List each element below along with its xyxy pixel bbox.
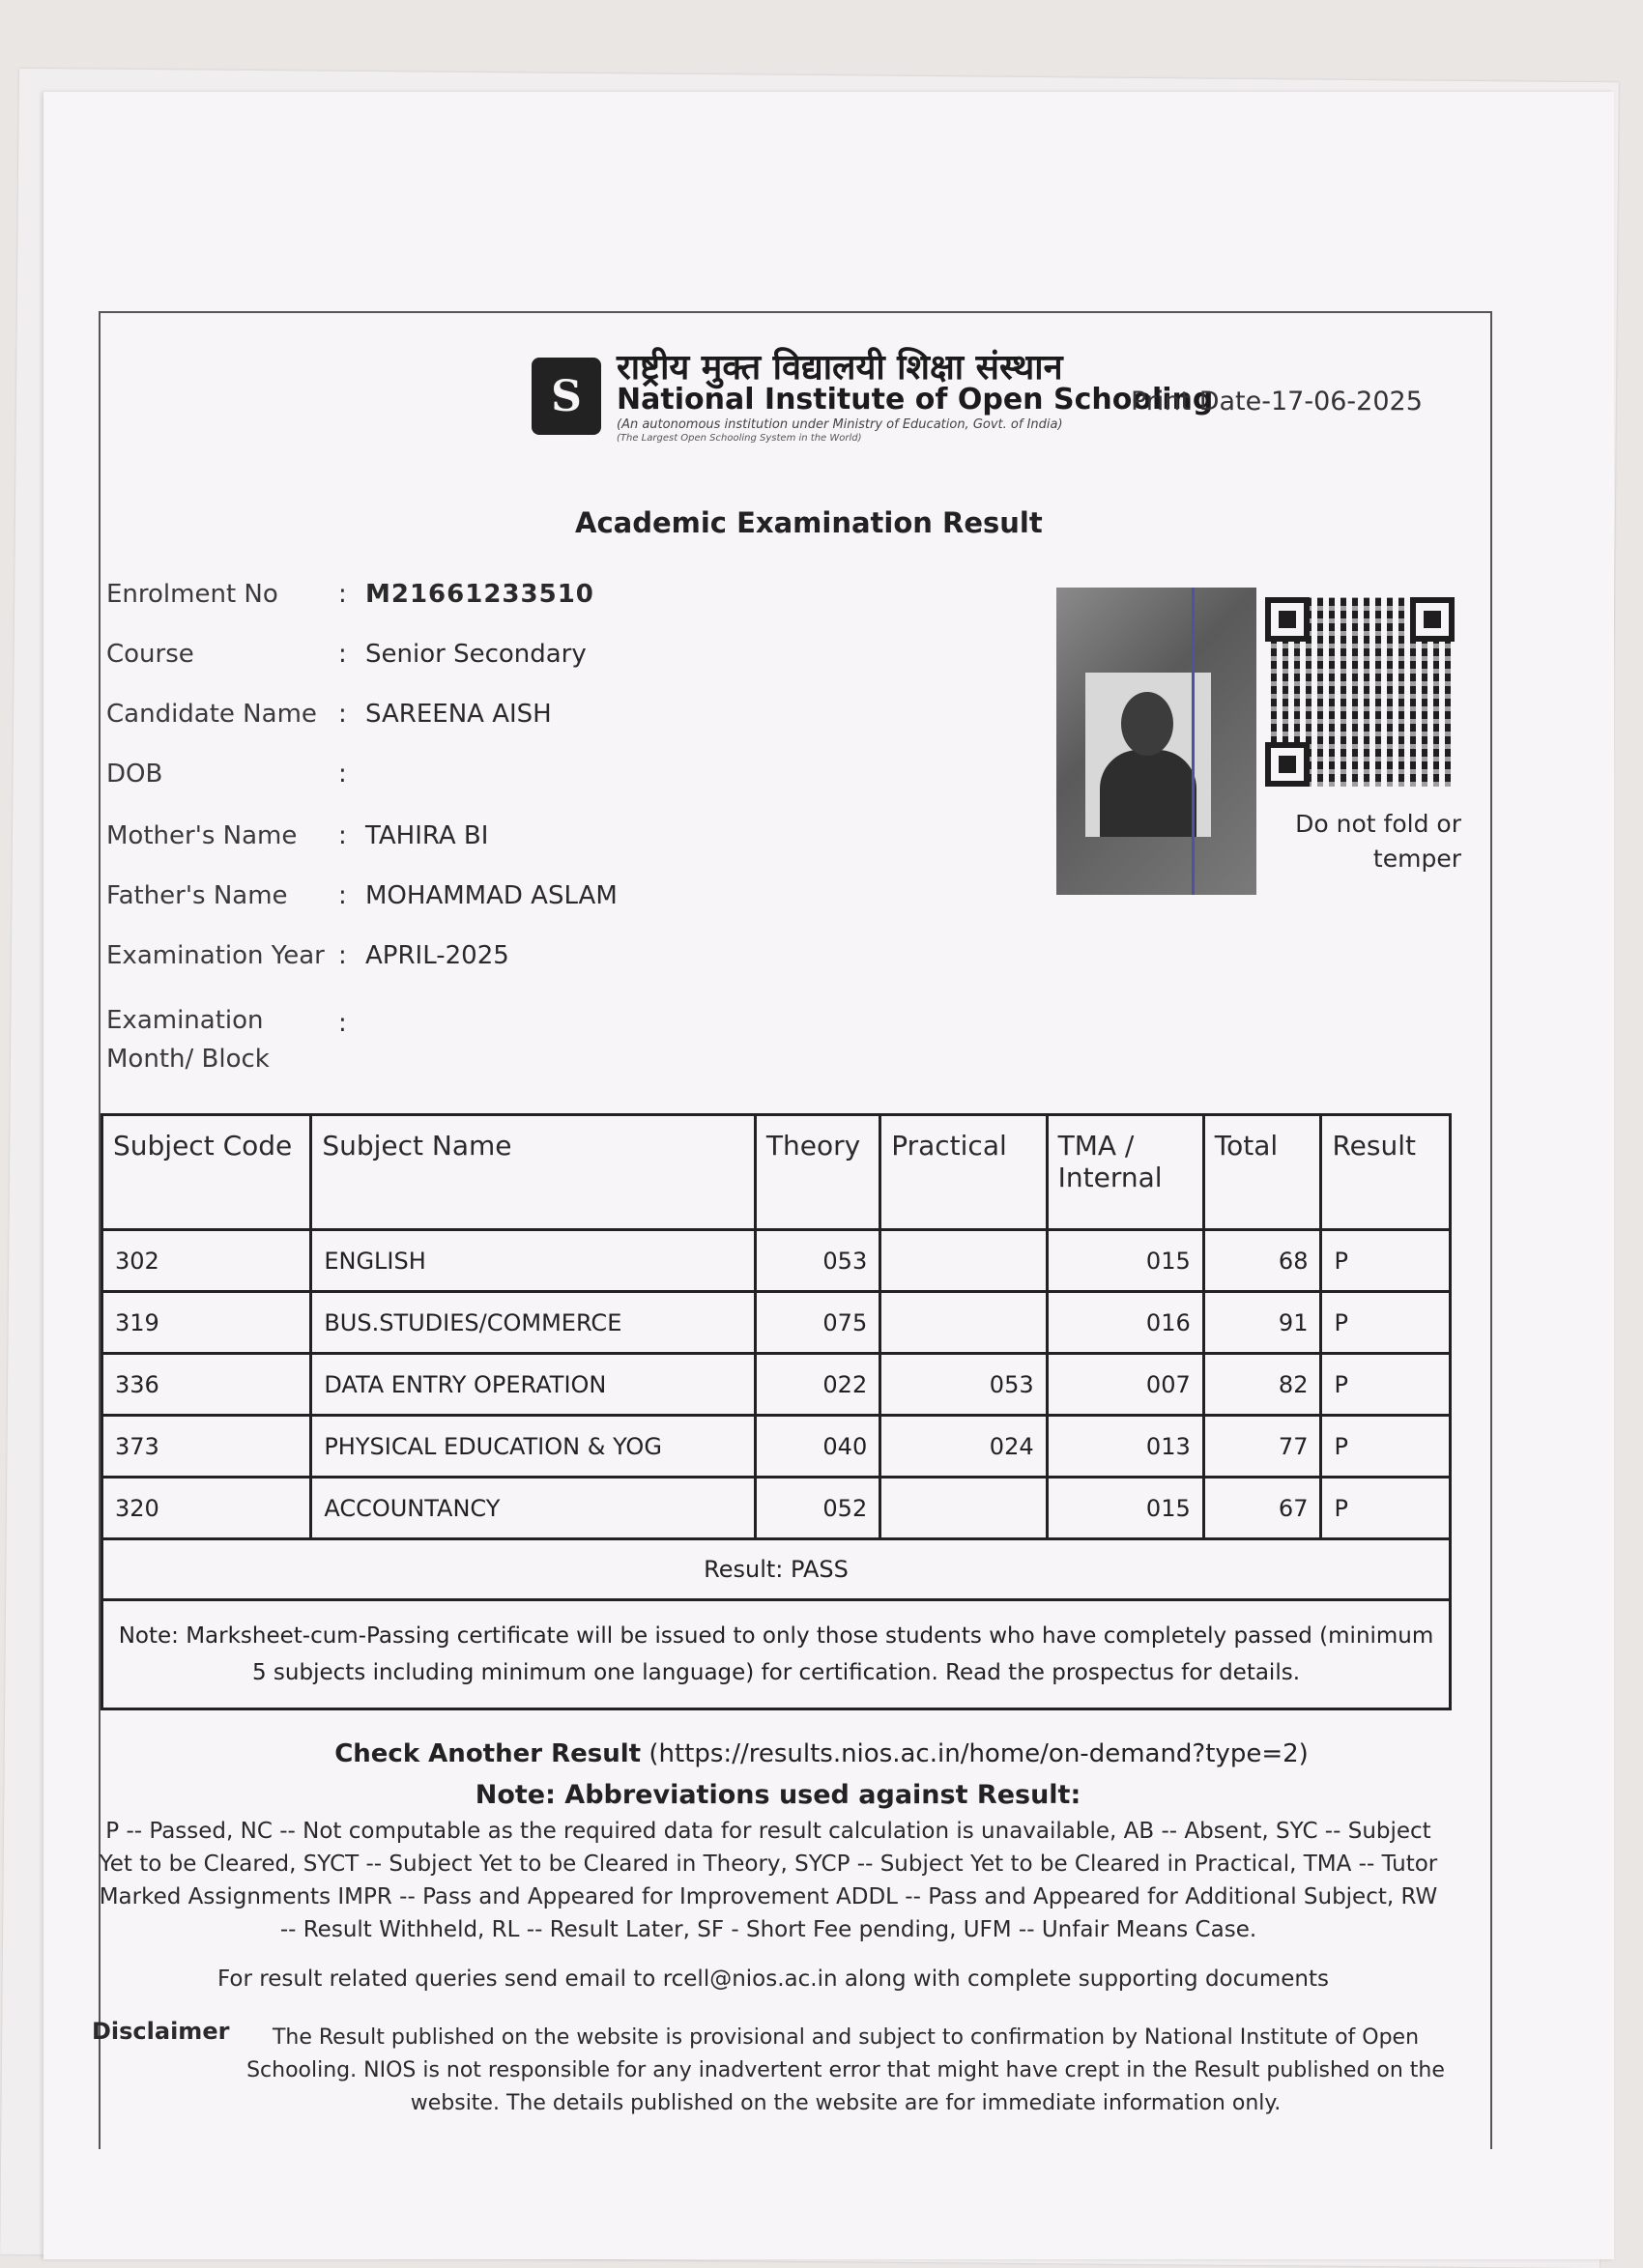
practical-marks: [880, 1478, 1047, 1539]
institute-tagline: (The Largest Open Schooling System in the World): [617, 433, 862, 444]
field-label: Examination Year: [106, 941, 325, 970]
subject-code: 336: [102, 1354, 311, 1416]
field-colon: :: [338, 821, 347, 850]
photo-mark: [1192, 588, 1195, 895]
institute-subtitle: (An autonomous institution under Ministry of Education, Govt. of India): [617, 417, 1063, 432]
candidate-photo: [1056, 588, 1256, 895]
table-row: [102, 1354, 1451, 1416]
overall-result-row: [102, 1539, 1451, 1600]
mother-name-value: TAHIRA BI: [365, 821, 489, 850]
check-result-url[interactable]: (https://results.nios.ac.in/home/on-demand?type=2): [649, 1739, 1309, 1768]
theory-marks: 040: [755, 1416, 879, 1478]
course-value: Senior Secondary: [365, 640, 587, 669]
total-marks: 91: [1203, 1292, 1321, 1354]
disclaimer-text: The Result published on the website is provisional and subject to confirmation by National Institute of Open Schooling. NIOS is not responsible for any inadvertent error that might have crept in the Result published on the website. The details published on the website are for immediate information only.: [246, 2025, 1445, 2115]
tma-marks: 013: [1047, 1416, 1203, 1478]
column-header: Total: [1203, 1115, 1321, 1230]
table-header-row: [102, 1115, 1451, 1230]
field-colon: :: [338, 941, 347, 970]
tma-marks: 007: [1047, 1354, 1203, 1416]
field-label: Father's Name: [106, 881, 288, 910]
subject-code: 373: [102, 1416, 311, 1478]
check-another-result-link[interactable]: Check Another Result: [334, 1739, 642, 1768]
practical-marks: 024: [880, 1416, 1047, 1478]
field-label: DOB: [106, 760, 163, 789]
photo-head: [1121, 692, 1173, 756]
subject-result: P: [1321, 1292, 1451, 1354]
column-header: Subject Name: [311, 1115, 756, 1230]
check-another-result: [0, 1739, 1643, 1768]
print-date: Print Date-17-06-2025: [1131, 387, 1423, 416]
theory-marks: 053: [755, 1230, 879, 1292]
subject-name: BUS.STUDIES/COMMERCE: [311, 1292, 756, 1354]
subject-code: 302: [102, 1230, 311, 1292]
column-header: Practical: [880, 1115, 1047, 1230]
table-row: [102, 1230, 1451, 1292]
qr-finder: [1265, 597, 1310, 642]
total-marks: 77: [1203, 1416, 1321, 1478]
column-header: TMA / Internal: [1047, 1115, 1203, 1230]
theory-marks: 075: [755, 1292, 879, 1354]
field-colon: :: [338, 700, 347, 729]
practical-marks: [880, 1292, 1047, 1354]
subject-code: 320: [102, 1478, 311, 1539]
table-row: [102, 1416, 1451, 1478]
subject-code: 319: [102, 1292, 311, 1354]
theory-marks: 022: [755, 1354, 879, 1416]
field-label: Examination Month/ Block: [106, 1006, 270, 1074]
field-label: Course: [106, 640, 194, 669]
certificate-note-row: [102, 1600, 1451, 1709]
tma-marks: 016: [1047, 1292, 1203, 1354]
field-colon: :: [338, 580, 347, 609]
column-header: Theory: [755, 1115, 879, 1230]
field-colon: :: [338, 760, 347, 789]
field-label: Mother's Name: [106, 821, 298, 850]
total-marks: 67: [1203, 1478, 1321, 1539]
table-row: [102, 1292, 1451, 1354]
subject-result: P: [1321, 1354, 1451, 1416]
query-contact-text: For result related queries send email to rcell@nios.ac.in along with complete supporting documents: [217, 1967, 1329, 1992]
column-header: Result: [1321, 1115, 1451, 1230]
subject-result: P: [1321, 1230, 1451, 1292]
theory-marks: 052: [755, 1478, 879, 1539]
total-marks: 82: [1203, 1354, 1321, 1416]
abbreviations-text: P -- Passed, NC -- Not computable as the required data for result calculation is unavailable, AB -- Absent, SYC -- Subject Yet to be Cleared, SYCT -- Subject Yet to be Cleared in Theory, SYCP -- Subject Yet to be Cleared in Practical, TMA -- Tutor Marked Assignments IMPR -- Pass and Appeared for Improvement ADDL -- Pass and Appeared for Additional Subject, RW -- Result Withheld, RL -- Result Later, SF - Short Fee pending, UFM -- Unfair Means Case.: [99, 1819, 1438, 1942]
certificate-note: Note: Marksheet-cum-Passing certificate will be issued to only those students who have completely passed (minimum 5 subjects including minimum one language) for certification. Read the prospectus for details.: [102, 1600, 1451, 1709]
subject-name: ACCOUNTANCY: [311, 1478, 756, 1539]
subject-name: DATA ENTRY OPERATION: [311, 1354, 756, 1416]
institute-name: National Institute of Open Schooling: [617, 383, 1214, 416]
tma-marks: 015: [1047, 1478, 1203, 1539]
practical-marks: [880, 1230, 1047, 1292]
qr-finder: [1410, 597, 1455, 642]
enrolment-number: M21661233510: [365, 580, 594, 609]
overall-result: Result: PASS: [102, 1539, 1451, 1600]
fold-warning: Do not fold or temper: [1295, 810, 1461, 873]
disclaimer-label: Disclaimer: [92, 2018, 230, 2045]
practical-marks: 053: [880, 1354, 1047, 1416]
photo-body: [1100, 750, 1196, 837]
tma-marks: 015: [1047, 1230, 1203, 1292]
field-colon: :: [338, 1009, 347, 1038]
subject-result: P: [1321, 1478, 1451, 1539]
table-row: [102, 1478, 1451, 1539]
subject-name: ENGLISH: [311, 1230, 756, 1292]
field-colon: :: [338, 881, 347, 910]
results-table: [101, 1113, 1454, 1710]
qr-code-icon: [1265, 597, 1455, 787]
field-label: Enrolment No: [106, 580, 278, 609]
institute-name-hindi: राष्ट्रीय मुक्त विद्यालयी शिक्षा संस्थान: [617, 348, 1063, 388]
institute-header: [532, 340, 1498, 456]
exam-year-value: APRIL-2025: [365, 941, 509, 970]
subject-result: P: [1321, 1416, 1451, 1478]
abbreviations-title: Note: Abbreviations used against Result:: [475, 1780, 1081, 1810]
nios-logo-icon: S: [532, 358, 601, 435]
total-marks: 68: [1203, 1230, 1321, 1292]
qr-finder: [1265, 742, 1310, 787]
document-title: Academic Examination Result: [575, 506, 1043, 539]
candidate-name-value: SAREENA AISH: [365, 700, 552, 729]
field-colon: :: [338, 640, 347, 669]
subject-name: PHYSICAL EDUCATION & YOG: [311, 1416, 756, 1478]
column-header: Subject Code: [102, 1115, 311, 1230]
field-label: Candidate Name: [106, 700, 317, 729]
father-name-value: MOHAMMAD ASLAM: [365, 881, 618, 910]
